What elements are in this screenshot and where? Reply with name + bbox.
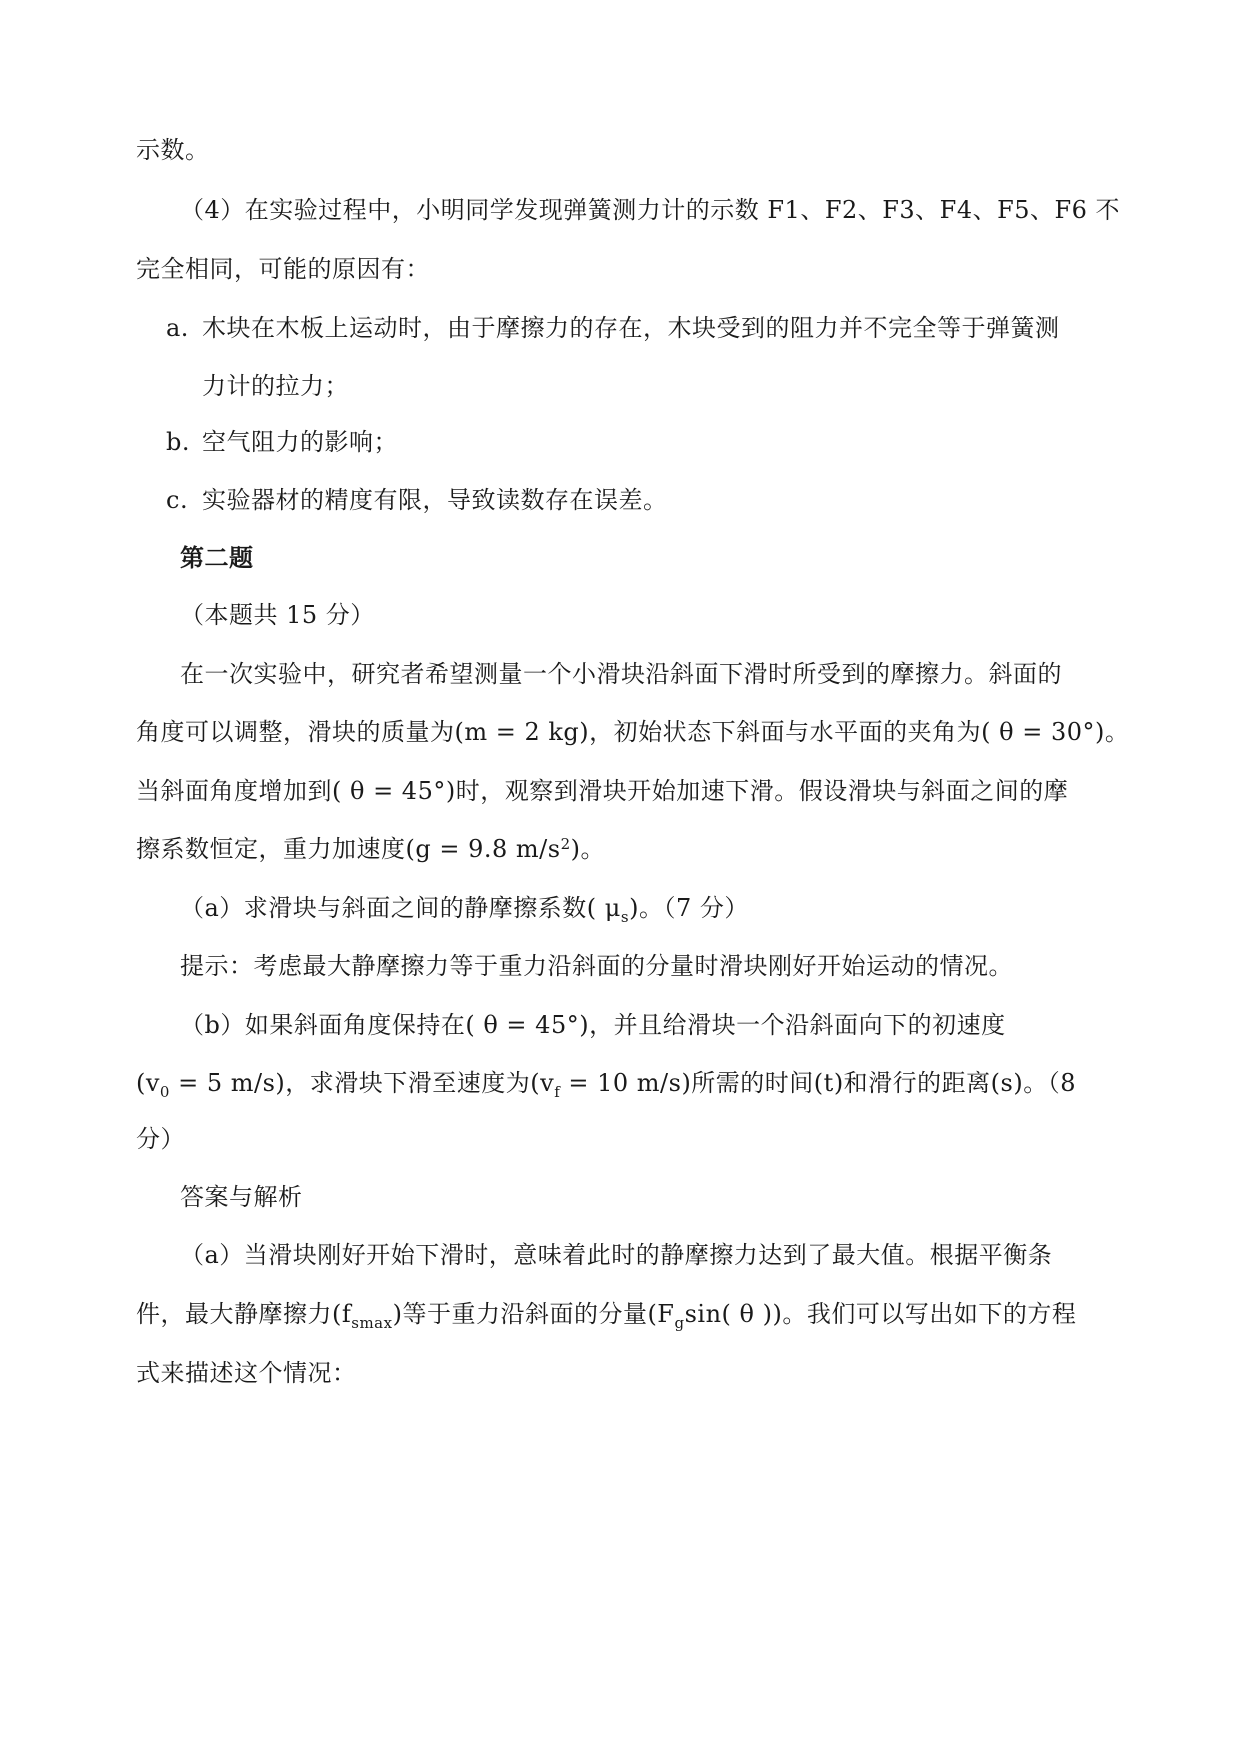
list-item-marker: c. [166, 486, 189, 514]
list-item-text: 力计的拉力； [202, 372, 349, 400]
score-note: （本题共 15 分） [180, 601, 375, 629]
hint-text: 提示：考虑最大静摩擦力等于重力沿斜面的分量时滑块刚好开始运动的情况。 [180, 952, 1013, 980]
text-run: 擦系数恒定，重力加速度(g = 9.8 m/s [136, 835, 561, 863]
text-run: （a）求滑块与斜面之间的静摩擦系数( μ [180, 894, 621, 922]
text-run: = 5 m/s)，求滑块下滑至速度为(v [169, 1069, 555, 1097]
subscript: 0 [159, 1083, 170, 1101]
list-item-marker: b. [166, 428, 190, 456]
answer-text: （a）当滑块刚好开始下滑时，意味着此时的静摩擦力达到了最大值。根据平衡条 [180, 1241, 1053, 1269]
list-item-text: 空气阻力的影响； [202, 428, 398, 456]
question-part-b-cont [136, 1068, 1076, 1101]
answer-text [136, 1299, 1077, 1332]
text-run: )等于重力沿斜面的分量(F [392, 1300, 675, 1328]
text-run: sin( θ ))。我们可以写出如下的方程 [684, 1300, 1077, 1328]
answer-heading: 答案与解析 [180, 1183, 303, 1211]
text-run: )。 [570, 835, 605, 863]
text-run: 件，最大静摩擦力(f [136, 1300, 352, 1328]
section-heading: 第二题 [180, 543, 254, 572]
paragraph-text: 在一次实验中，研究者希望测量一个小滑块沿斜面下滑时所受到的摩擦力。斜面的 [180, 660, 1062, 688]
list-item-text: 实验器材的精度有限，导致读数存在误差。 [202, 486, 668, 514]
subscript: g [674, 1314, 685, 1332]
text-run: (v [136, 1069, 160, 1097]
paragraph-text: 当斜面角度增加到( θ = 45°)时，观察到滑块开始加速下滑。假设滑块与斜面之间的摩 [136, 777, 1069, 805]
text-run: )。（7 分） [629, 894, 749, 922]
subscript: s [620, 908, 630, 926]
paragraph-text: 角度可以调整，滑块的质量为(m = 2 kg)，初始状态下斜面与水平面的夹角为( θ = 30°)。 [136, 718, 1130, 746]
question-part-b: （b）如果斜面角度保持在( θ = 45°)，并且给滑块一个沿斜面向下的初速度 [180, 1011, 1006, 1039]
superscript: 2 [560, 835, 571, 853]
subscript: smax [351, 1314, 393, 1332]
paragraph-fragment: 示数。 [136, 136, 210, 164]
subscript: f [554, 1083, 561, 1101]
paragraph-text [136, 834, 605, 864]
question-part-a [180, 893, 749, 926]
paragraph-text: 完全相同，可能的原因有： [136, 255, 430, 283]
answer-text: 式来描述这个情况： [136, 1359, 357, 1387]
paragraph-text: （4）在实验过程中，小明同学发现弹簧测力计的示数 F1、F2、F3、F4、F5、F6 不 [180, 196, 1121, 224]
paragraph-fragment: 分） [136, 1125, 185, 1153]
list-item-text: 木块在木板上运动时，由于摩擦力的存在，木块受到的阻力并不完全等于弹簧测 [202, 314, 1060, 342]
list-item-marker: a. [166, 314, 189, 342]
text-run: = 10 m/s)所需的时间(t)和滑行的距离(s)。（8 [560, 1069, 1076, 1097]
